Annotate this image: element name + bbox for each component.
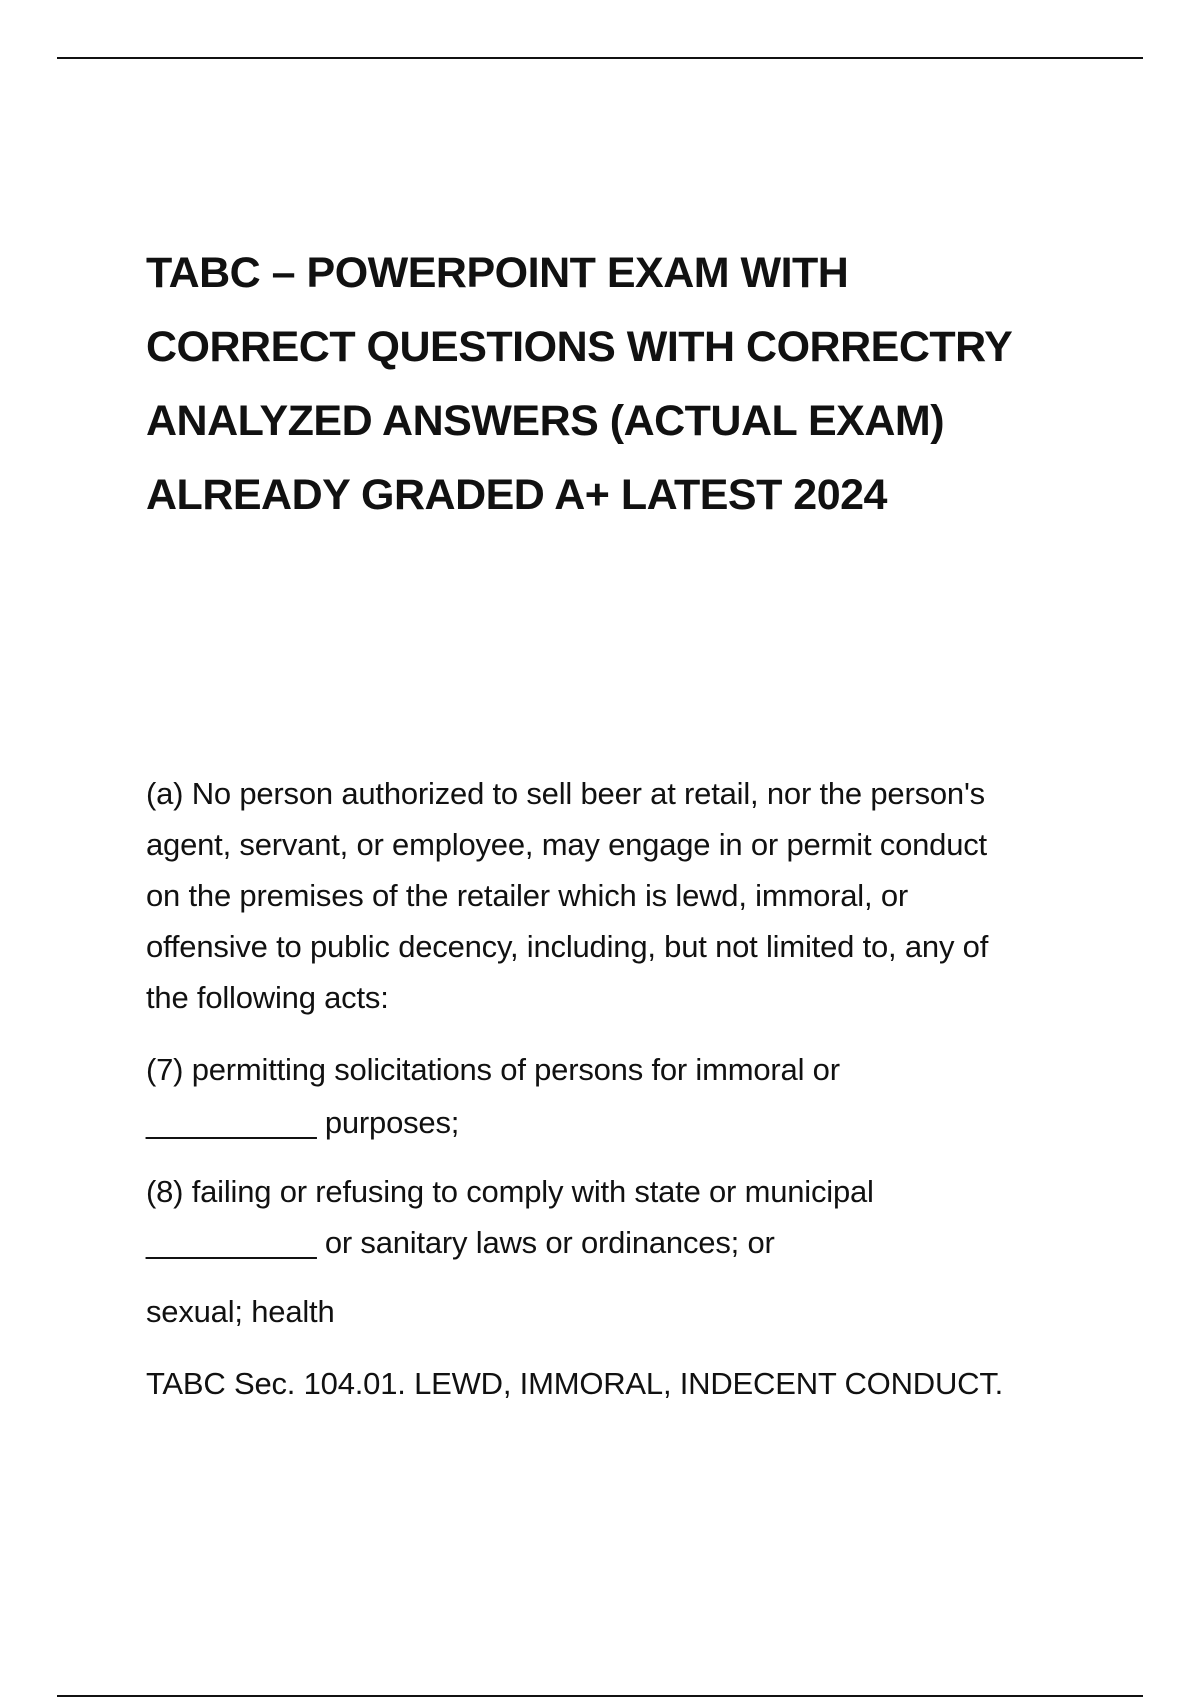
title-line: CORRECT QUESTIONS WITH CORRECTRY xyxy=(146,323,1013,371)
page-title xyxy=(146,236,1106,532)
answer-text: sexual; health xyxy=(146,1294,335,1329)
title-line: ANALYZED ANSWERS (ACTUAL EXAM) xyxy=(146,397,945,445)
item-line: __________ or sanitary laws or ordinances; or xyxy=(146,1225,775,1260)
top-divider xyxy=(57,57,1143,59)
title-line: ALREADY GRADED A+ LATEST 2024 xyxy=(146,471,887,519)
source-citation: TABC Sec. 104.01. LEWD, IMMORAL, INDECENT CONDUCT. xyxy=(146,1366,1004,1401)
item-line: (8) failing or refusing to comply with state or municipal xyxy=(146,1174,874,1209)
paragraph-line: offensive to public decency, including, but not limited to, any of xyxy=(146,929,989,964)
title-line: TABC – POWERPOINT EXAM WITH xyxy=(146,249,849,297)
item-line: __________ purposes; xyxy=(146,1105,460,1140)
question-item-8 xyxy=(146,1166,1106,1268)
paragraph-line: (a) No person authorized to sell beer at retail, nor the person's xyxy=(146,776,985,811)
question-paragraph xyxy=(146,768,1106,1023)
bottom-divider xyxy=(57,1695,1143,1697)
question-item-7 xyxy=(146,1043,1106,1149)
item-line: (7) permitting solicitations of persons for immoral or xyxy=(146,1052,840,1087)
paragraph-line: the following acts: xyxy=(146,980,389,1015)
paragraph-line: on the premises of the retailer which is lewd, immoral, or xyxy=(146,878,908,913)
paragraph-line: agent, servant, or employee, may engage in or permit conduct xyxy=(146,827,987,862)
